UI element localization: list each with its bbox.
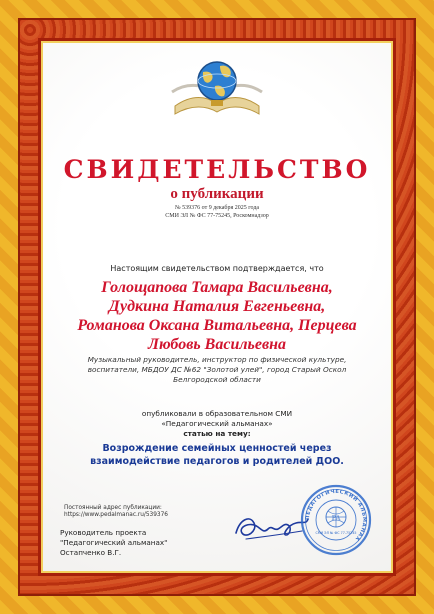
author-line: Дудкина Наталия Евгеньевна,: [108, 298, 326, 315]
article-topic-label: статью на тему:: [183, 429, 251, 438]
topic-line: Возрождение семейных ценностей через: [102, 443, 332, 454]
certificate-subtitle: о публикации: [170, 186, 264, 202]
topic-line: взаимодействие педагогов и родителей ДОО.: [90, 456, 344, 467]
published-in-text: опубликовали в образовательном СМИ: [141, 409, 293, 418]
journal-name: «Педагогический альманах»: [161, 419, 273, 428]
authors-list: [60, 278, 374, 354]
publication-address: [64, 505, 168, 519]
project-leader: [60, 528, 167, 558]
author-roles: [66, 355, 368, 385]
publication-info: [0, 409, 434, 439]
author-line: Романова Оксана Витальевна, Перцева: [77, 317, 357, 334]
article-topic: [60, 442, 374, 468]
address-label: Постоянный адрес публикации:: [64, 505, 162, 511]
confirmation-text: Настоящим свидетельством подтверждается, что: [110, 264, 324, 273]
leader-line: "Педагогический альманах": [60, 538, 168, 547]
globe-book-emblem-icon: [167, 54, 267, 122]
seal-inner-text: СМИ ЭЛ № ФС 77-75245: [315, 531, 357, 535]
author-line: Голощапова Тамара Васильевна,: [101, 279, 333, 296]
seal-mark: PA: [331, 515, 341, 522]
certificate-number: № 539376 от 9 декабря 2025 года: [174, 205, 260, 211]
leader-line: Руководитель проекта: [60, 528, 147, 537]
author-line: Любовь Васильевна: [147, 336, 286, 353]
roles-line: Белгородской области: [173, 375, 261, 384]
seal-ring-text: ПЕДАГОГИЧЕСКИЙ АЛЬМАНАХ: [304, 488, 368, 542]
roles-line: Музыкальный руководитель, инструктор по физической культуре,: [87, 355, 347, 364]
roles-line: воспитатели, МБДОУ ДС №62 "Золотой улей", город Старый Оскол: [87, 365, 347, 374]
registration-info: СМИ ЭЛ № ФС 77-75245, Роскомнадзор: [165, 213, 269, 219]
certificate-title: СВИДЕТЕЛЬСТВО: [63, 155, 371, 184]
leader-line: Остапченко В.Г.: [60, 548, 122, 557]
official-seal-stamp: [300, 484, 372, 556]
address-url: https://www.pedalmanac.ru/539376: [64, 512, 168, 518]
